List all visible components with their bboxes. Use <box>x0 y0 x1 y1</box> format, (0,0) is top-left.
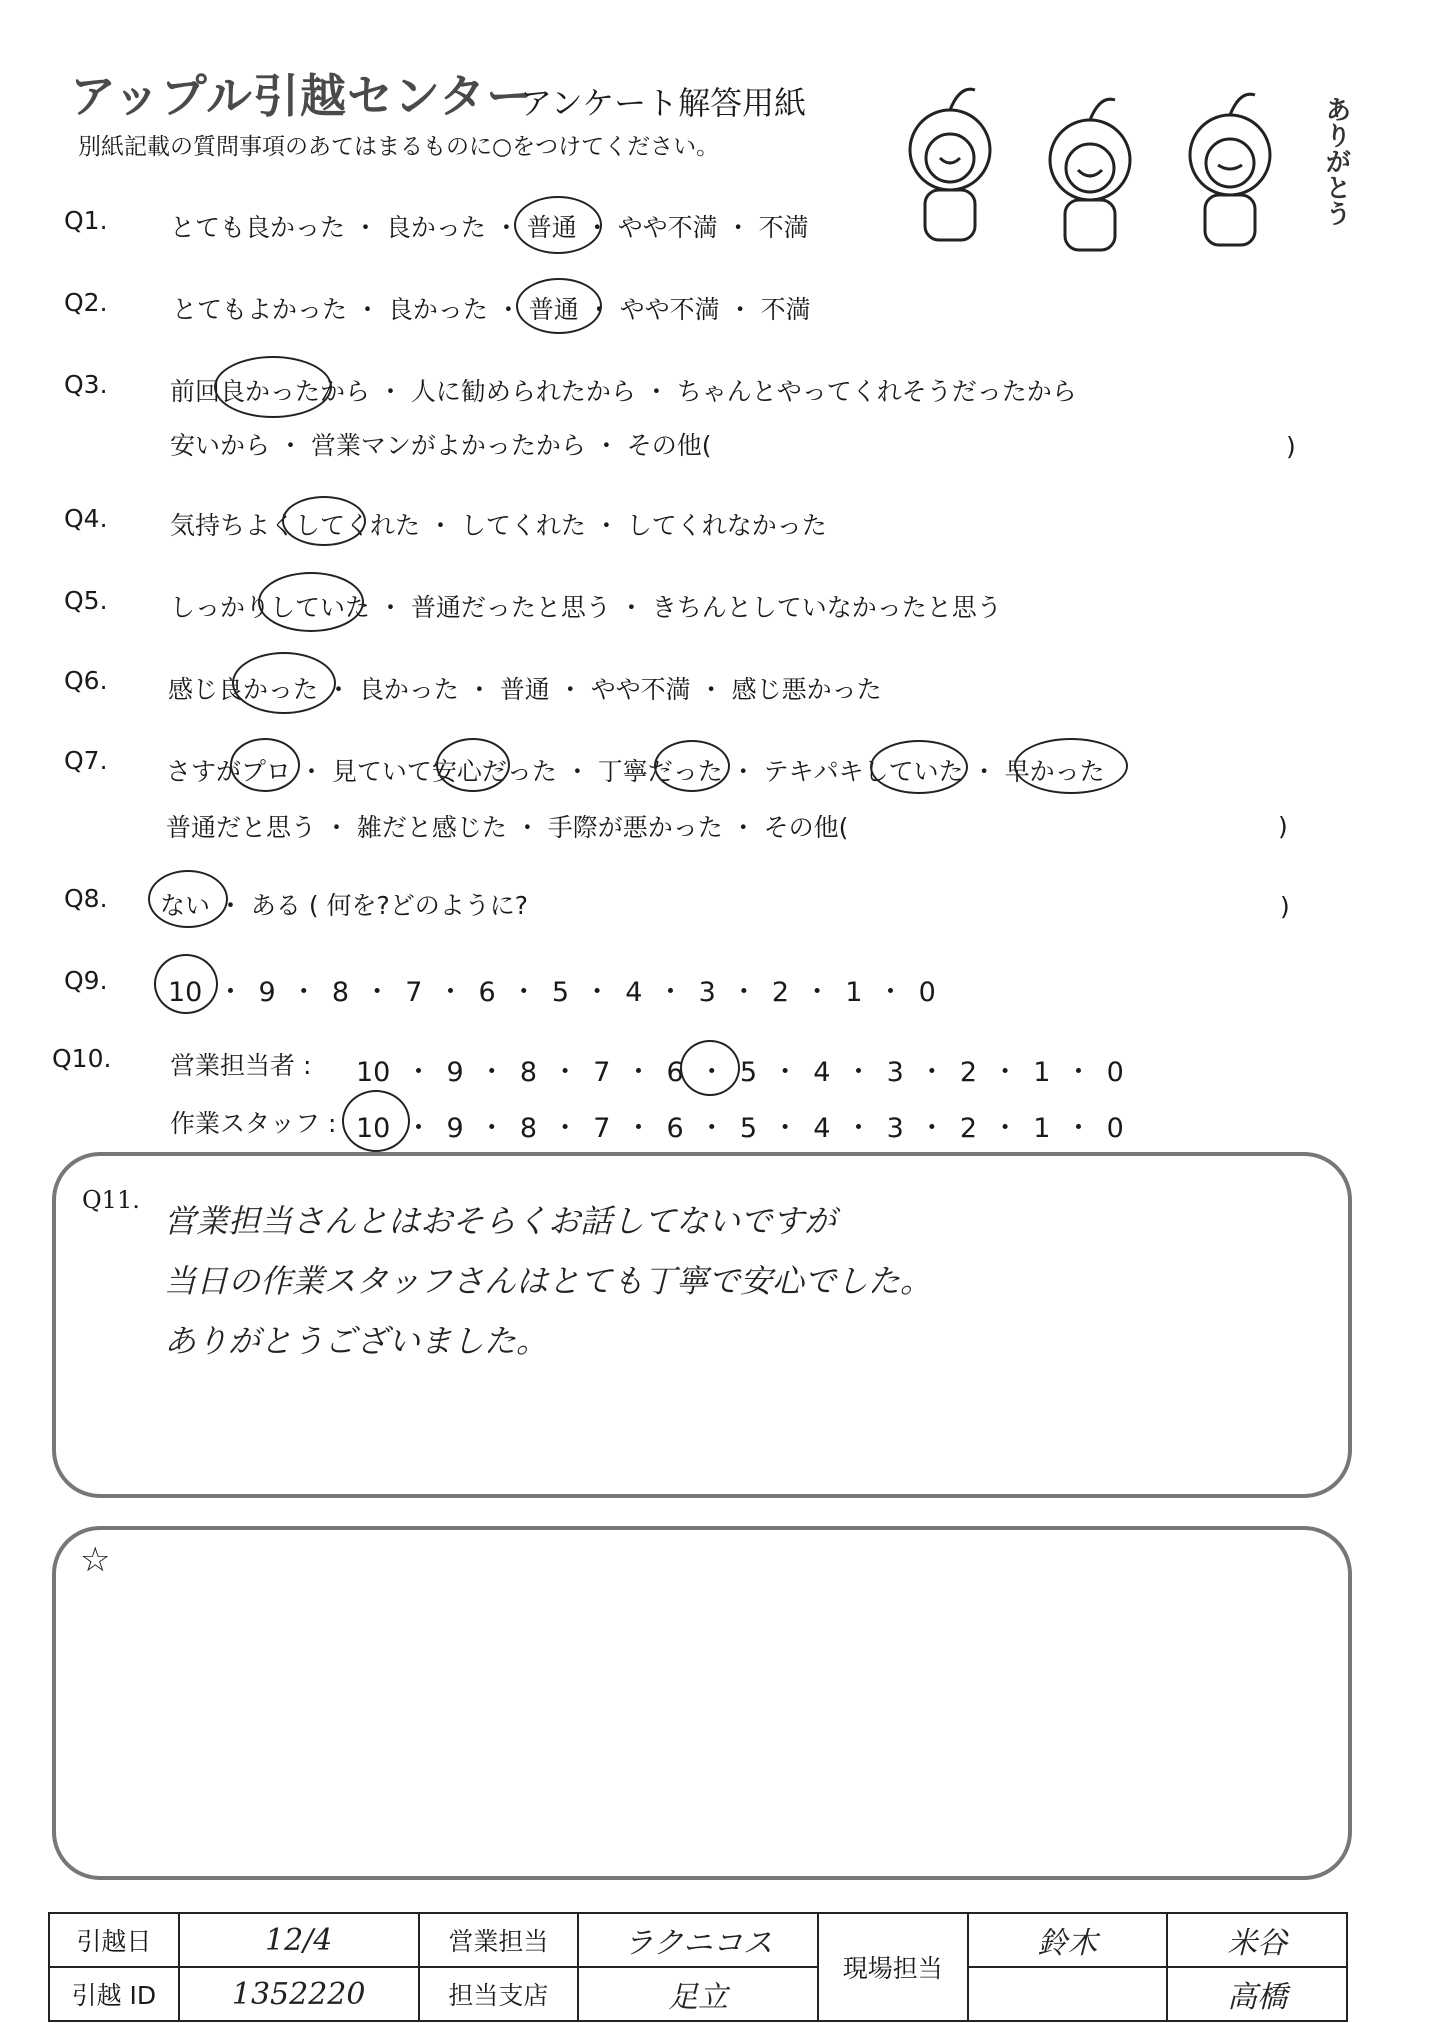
q7-number: Q7. <box>64 746 108 775</box>
q3-line2: 安いから ・ 営業マンがよかったから ・ その他( <box>170 431 712 460</box>
q1-selection-circle <box>514 196 602 254</box>
move-id-label: 引越 ID <box>49 1967 179 2021</box>
footer-info-table <box>48 1912 1348 2022</box>
q2-options: とてもよかった ・ 良かった ・ 普通 ・ やや不満 ・ 不満 <box>172 295 811 324</box>
q11-number: Q11. <box>82 1186 140 1214</box>
move-id-value: 1352220 <box>179 1967 419 2021</box>
q11-comment-line2: 当日の作業スタッフさんはとても丁寧で安心でした。 <box>164 1262 933 1300</box>
q8-selection-circle <box>148 870 228 928</box>
star-icon: ☆ <box>80 1540 111 1580</box>
q7-line1: さすがプロ ・ 見ていて安心だった ・ 丁寧だった ・ テキパキしていた ・ 早かった <box>166 757 1105 786</box>
q6-number: Q6. <box>64 666 108 695</box>
q11-comment-line1: 営業担当さんとはおそらくお話してないですが <box>164 1202 837 1240</box>
site-staff-1: 鈴木 <box>968 1913 1168 1967</box>
move-date-label: 引越日 <box>49 1913 179 1967</box>
q10-sales-label: 営業担当者 : <box>170 1051 312 1080</box>
q5-options: しっかりしていた ・ 普通だったと思う ・ きちんとしていなかったと思う <box>170 593 1002 622</box>
q10-staff-selection-circle <box>342 1090 410 1152</box>
move-date-value: 12/4 <box>179 1913 419 1967</box>
q1-number: Q1. <box>64 206 108 235</box>
q5-selection-circle <box>258 572 364 632</box>
q7-circle-datta <box>654 740 730 792</box>
q3-selection-circle <box>214 356 332 418</box>
q10-sales-selection-circle <box>680 1040 740 1096</box>
q2-number: Q2. <box>64 288 108 317</box>
q9-number: Q9. <box>64 966 108 995</box>
free-comment-box <box>52 1526 1352 1880</box>
thanks-text: ありがとう <box>1321 96 1351 226</box>
form-subtitle: アンケート解答用紙 <box>520 84 807 122</box>
q4-selection-circle <box>282 496 366 546</box>
q4-options: 気持ちよくしてくれた ・ してくれた ・ してくれなかった <box>170 511 827 540</box>
q5-number: Q5. <box>64 586 108 615</box>
site-staff-2: 米谷 <box>1167 1913 1347 1967</box>
form-title: アップル引越センター <box>70 69 534 123</box>
site-staff-empty <box>968 1967 1168 2021</box>
instruction-text: 別紙記載の質問事項のあてはまるものに○をつけてください。 <box>78 134 720 160</box>
q7-circle-pro <box>230 738 300 792</box>
q8-number: Q8. <box>64 884 108 913</box>
q3-line1: 前回良かったから ・ 人に勧められたから ・ ちゃんとやってくれそうだったから <box>170 377 1077 406</box>
q10-staff-label: 作業スタッフ : <box>170 1109 337 1138</box>
q11-comment-line3: ありがとうございました。 <box>164 1322 549 1360</box>
q8-close-paren: ) <box>1280 892 1290 921</box>
q6-options: 感じ良かった ・ 良かった ・ 普通 ・ やや不満 ・ 感じ悪かった <box>168 675 882 704</box>
q2-selection-circle <box>516 278 602 334</box>
sales-rep-label: 営業担当 <box>419 1913 579 1967</box>
site-staff-label: 現場担当 <box>818 1913 968 2021</box>
monkey-mascots-illustration <box>900 80 1340 260</box>
site-staff-3: 高橋 <box>1167 1967 1347 2021</box>
q10-staff-scale: 10 ・ 9 ・ 8 ・ 7 ・ 6 ・ 5 ・ 4 ・ 3 ・ 2 ・ 1 ・ 0 <box>356 1113 1124 1144</box>
q1-options: とても良かった ・ 良かった ・ 普通 ・ やや不満 ・ 不満 <box>170 213 809 242</box>
q9-selection-circle <box>154 954 218 1014</box>
q7-circle-anshin <box>436 738 510 792</box>
q9-scale: 10 ・ 9 ・ 8 ・ 7 ・ 6 ・ 5 ・ 4 ・ 3 ・ 2 ・ 1 ・ 0 <box>168 977 936 1008</box>
q4-number: Q4. <box>64 504 108 533</box>
q8-options: ない ・ ある ( 何を?どのように? <box>160 891 529 920</box>
q7-close-paren: ) <box>1278 812 1288 841</box>
branch-label: 担当支店 <box>419 1967 579 2021</box>
q6-selection-circle <box>232 652 336 714</box>
q7-circle-hayakatta <box>1014 738 1128 794</box>
q7-circle-shiteita <box>870 740 968 794</box>
q10-number: Q10. <box>52 1044 112 1073</box>
sales-rep-value: ラクニコス <box>578 1913 818 1967</box>
branch-value: 足立 <box>578 1967 818 2021</box>
q3-close-paren: ) <box>1286 432 1296 461</box>
q7-line2: 普通だと思う ・ 雑だと感じた ・ 手際が悪かった ・ その他( <box>166 813 849 842</box>
q3-number: Q3. <box>64 370 108 399</box>
q10-sales-scale: 10 ・ 9 ・ 8 ・ 7 ・ 6 ・ 5 ・ 4 ・ 3 ・ 2 ・ 1 ・ 0 <box>356 1057 1124 1088</box>
